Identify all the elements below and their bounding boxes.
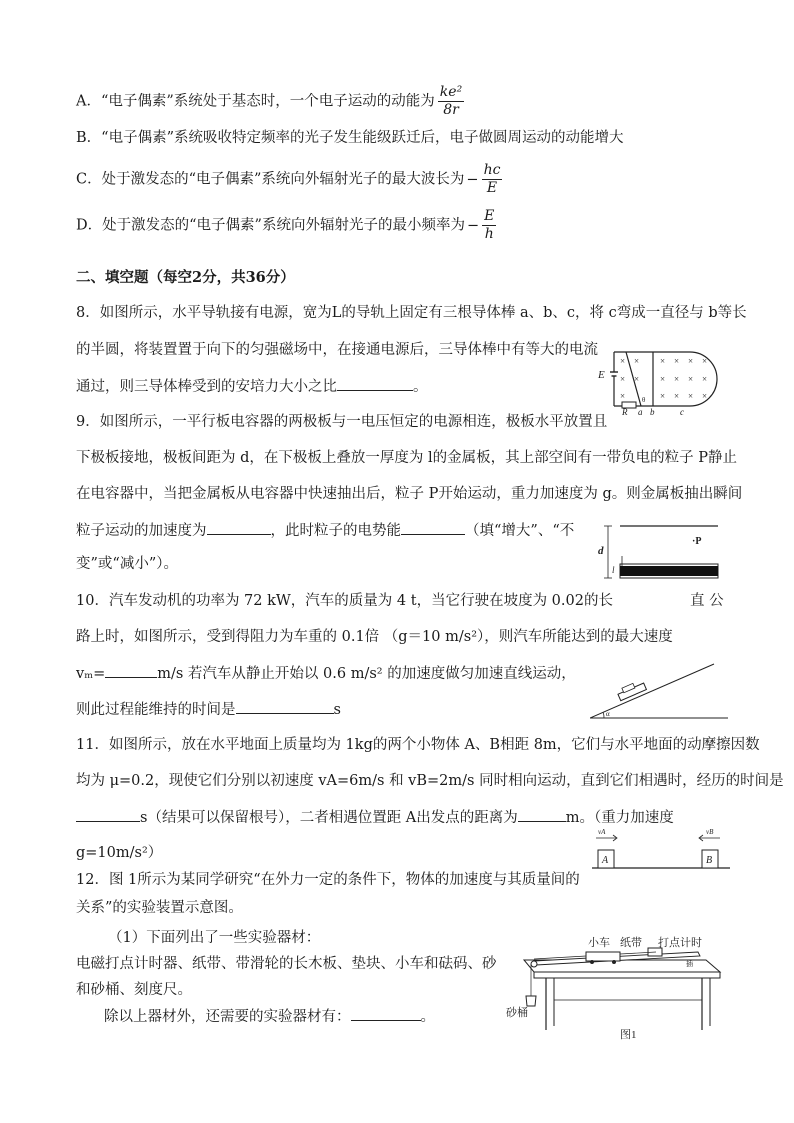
option-a-denominator: 8r: [443, 102, 459, 118]
q8-label-c: c: [680, 407, 684, 416]
q8-label-angle: θ: [642, 396, 646, 404]
option-c-denominator: E: [486, 180, 498, 196]
q12-line6-text: 除以上器材外，还需要的实验器材有：: [104, 1009, 351, 1025]
q11-figure: [592, 824, 732, 872]
q9-label-l: l: [612, 565, 615, 575]
q11-label-B: B: [706, 855, 713, 866]
q8-label-E: E: [598, 369, 605, 381]
q8-line2: 的半圆，将装置置于向下的匀强磁场中，在接通电源后，三导体棒中有等大的电流: [76, 342, 598, 358]
q10-line1-end: 直 公: [690, 593, 724, 609]
option-a-text: A．“电子偶素”系统处于基态时，一个电子运动的动能为: [76, 93, 435, 110]
q9-line4: [76, 520, 574, 541]
q12-line6: [104, 1006, 435, 1027]
option-d-minus: −: [466, 217, 480, 234]
q9-label-P: ·P: [692, 536, 702, 547]
q8-line3: [76, 376, 428, 397]
cross-mark: ×: [702, 374, 708, 384]
option-c-text: C．处于激发态的“电子偶素”系统向外辐射光子的最大波长为: [76, 171, 465, 188]
cross-mark: ×: [702, 356, 708, 366]
q9-line3: 在电容器中，当把金属板从电容器中快速抽出后，粒子 P开始运动，重力加速度为 g。则金属板抽出瞬间: [76, 486, 743, 502]
option-d-text: D．处于激发态的“电子偶素”系统向外辐射光子的最小频率为: [76, 217, 465, 234]
q10-line3: [76, 663, 576, 684]
cross-mark: ×: [620, 356, 626, 366]
q10-time-blank: [236, 699, 334, 714]
q8-line3-end: 。: [413, 379, 428, 395]
q11-line3-text: s（结果可以保留根号），二者相遇位置距 A出发点的距离为: [140, 810, 518, 826]
q10-line4: [76, 699, 341, 720]
cross-mark: ×: [634, 356, 640, 366]
q8-label-a: a: [638, 407, 643, 416]
q9-line4-part1: 粒子运动的加速度为: [76, 523, 207, 539]
cross-mark: ×: [688, 391, 694, 401]
option-d-fraction: [482, 208, 496, 243]
q11-label-vA: vA: [598, 828, 606, 836]
option-a-fraction: [438, 84, 464, 119]
q8-line1: 8．如图所示，水平导轨接有电源，宽为L的导轨上固定有三根导体棒 a、b、c，将 c弯成一直径与 b等长: [76, 305, 747, 321]
option-d: [76, 208, 496, 243]
cross-mark: ×: [660, 391, 666, 401]
q8-figure: [596, 342, 728, 416]
q11-label-A: A: [602, 855, 609, 866]
q9-line4-part3: （填“增大”、“不: [465, 523, 575, 539]
q11-line4: g=10m/s²）: [76, 845, 163, 861]
q12-label-cart: 小车: [588, 937, 610, 949]
option-b: [76, 128, 623, 148]
option-c-fraction: [482, 162, 503, 197]
cross-mark: ×: [674, 391, 680, 401]
q11-line1: 11．如图所示，放在水平地面上质量均为 1kg的两个小物体 A、B相距 8m，它们与水平地面的动摩擦因数: [76, 737, 760, 753]
q10-vm-label: vₘ=: [76, 666, 106, 682]
q8-label-b: b: [650, 407, 655, 416]
q10-line2: 路上时，如图所示，受到得阻力为车重的 0.1倍 （g＝10 m/s²），则汽车所能达到的最大速度: [76, 629, 673, 645]
q11-label-vB: vB: [706, 828, 714, 836]
q12-label-plug: 插: [686, 960, 693, 968]
q9-figure: [598, 520, 722, 584]
q12-equipment-blank: [351, 1006, 421, 1021]
cross-mark: ×: [674, 356, 680, 366]
cross-mark: ×: [660, 374, 666, 384]
q10-line3-text: m/s 若汽车从静止开始以 0.6 m/s² 的加速度做匀加速直线运动，: [157, 666, 576, 682]
q12-line5: 和砂桶、刻度尺。: [76, 982, 192, 998]
cross-mark: ×: [620, 391, 626, 401]
q11-line2: 均为 μ=0.2，现使它们分别以初速度 vA=6m/s 和 vB=2m/s 同时相向运动，直到它们相遇时，经历的时间是: [76, 773, 784, 789]
q10-vm-blank: [105, 663, 157, 678]
q8-answer-blank: [337, 376, 413, 391]
q12-label-timer: 打点计时: [658, 937, 702, 949]
q9-label-d: d: [598, 545, 604, 557]
option-c-numerator: hc: [483, 162, 501, 178]
q12-figure: [506, 934, 726, 1044]
q12-line3: （1）下面列出了一些实验器材：: [108, 930, 321, 946]
q9-line2: 下极板接地，极板间距为 d，在下极板上叠放一厚度为 l的金属板，其上部空间有一带负电的粒子 P静止: [76, 450, 737, 466]
q9-energy-blank: [401, 520, 465, 535]
option-c-minus: −: [466, 171, 479, 188]
option-b-text: B．“电子偶素”系统吸收特定频率的光子发生能级跃迁后，电子做圆周运动的动能增大: [76, 130, 624, 146]
q9-line4-part2: ，此时粒子的电势能: [270, 523, 401, 539]
q10-line1-text: 10．汽车发动机的功率为 72 kW，汽车的质量为 4 t，当它行驶在坡度为 0.02的长: [76, 593, 613, 609]
q12-line6-end: 。: [420, 1009, 435, 1025]
q12-caption: 图1: [620, 1029, 637, 1041]
q11-line3: [76, 807, 674, 828]
q10-line4-text: 则此过程能维持的时间是: [76, 702, 236, 718]
q9-line1: 9．如图所示，一平行板电容器的两极板与一电压恒定的电源相连，极板水平放置且: [76, 414, 608, 430]
q8-line3-text: 通过，则三导体棒受到的安培力大小之比: [76, 379, 337, 395]
q10-figure: [590, 660, 730, 724]
q10-line1: [76, 591, 613, 611]
cross-mark: ×: [660, 356, 666, 366]
q11-time-blank: [76, 807, 140, 822]
cross-mark: ×: [620, 374, 626, 384]
q10-label-alpha: α: [606, 710, 610, 718]
q12-line2: 关系”的实验装置示意图。: [76, 900, 243, 916]
cross-mark: ×: [688, 356, 694, 366]
option-a-numerator: ke²: [439, 84, 463, 100]
section-heading: 二、填空题（每空2分，共36分）: [76, 269, 295, 286]
cross-mark: ×: [702, 391, 708, 401]
cross-mark: ×: [674, 374, 680, 384]
q8-label-R: R: [622, 407, 628, 416]
cross-mark: ×: [688, 374, 694, 384]
q10-line4-unit: s: [333, 702, 341, 718]
q12-line1: 12．图 1所示为某同学研究“在外力一定的条件下，物体的加速度与其质量间的: [76, 872, 580, 888]
q12-label-bucket: 砂桶: [506, 1007, 528, 1019]
q12-line4: 电磁打点计时器、纸带、带滑轮的长木板、垫块、小车和砝码、砂: [76, 956, 497, 972]
q12-label-tape: 纸带: [620, 937, 642, 949]
q11-line3-end: m。（重力加速度: [565, 810, 674, 826]
option-a: [76, 84, 464, 119]
option-d-numerator: E: [484, 208, 495, 224]
q9-line5: 变”或“减小”）。: [76, 556, 178, 572]
q9-accel-blank: [207, 520, 271, 535]
option-d-denominator: h: [484, 226, 494, 242]
cross-mark: ×: [634, 374, 640, 384]
q11-distance-blank: [518, 807, 566, 822]
option-c: [76, 162, 502, 197]
